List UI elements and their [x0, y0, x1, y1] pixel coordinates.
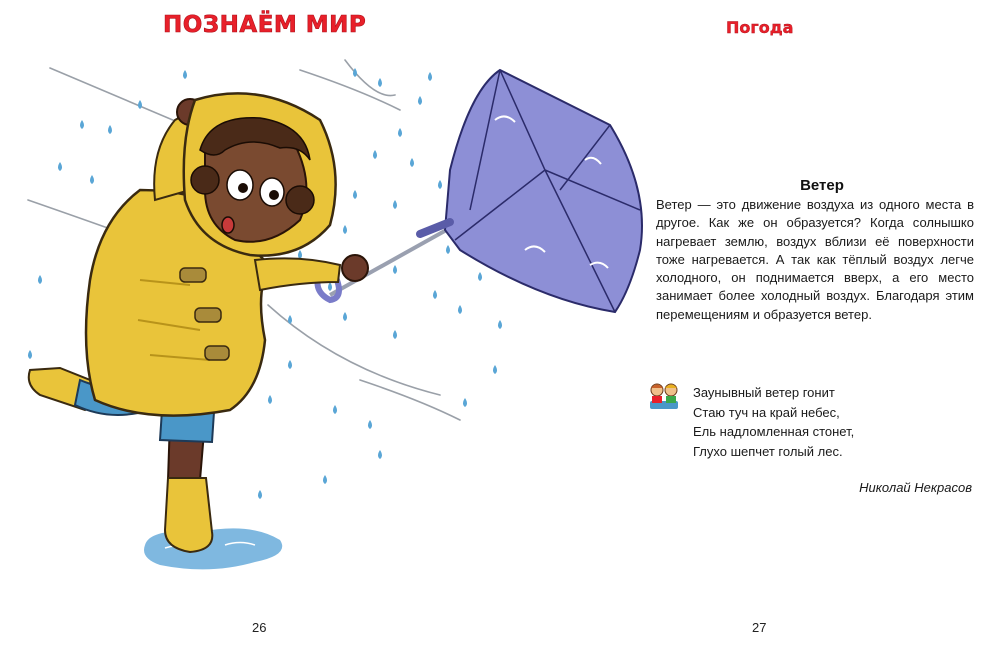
article-heading: Ветер [800, 177, 844, 194]
section-title: Погода [726, 18, 794, 37]
poem-line: Глухо шепчет голый лес. [693, 443, 843, 459]
article-body [656, 196, 974, 324]
poem-author: Николай Некрасов [859, 480, 972, 495]
poem [693, 383, 854, 461]
right-page [494, 0, 988, 645]
article-paragraph: Ветер — это движение воздуха из одного места в другое. Как же он образуется? Когда солнышко нагревает землю, воздух вблизи её поверхности тоже нагревается. А так как тёплый воздух легче холодного, он поднимается вверх, а его место занимает более холодный воздух. Благодаря этим перемещениям и образуется ветер. [656, 197, 974, 322]
poem-line: Стаю туч на край небес, [693, 404, 840, 420]
girl-figure [29, 93, 368, 552]
page-number-right: 27 [752, 620, 767, 635]
kids-reading-icon [644, 381, 684, 413]
page-number-left: 26 [252, 620, 267, 635]
poem-line: Заунывный ветер гонит [693, 385, 835, 400]
series-title: ПОЗНАЁМ МИР [163, 12, 367, 38]
poem-line: Ель надломленная стонет, [693, 424, 855, 439]
